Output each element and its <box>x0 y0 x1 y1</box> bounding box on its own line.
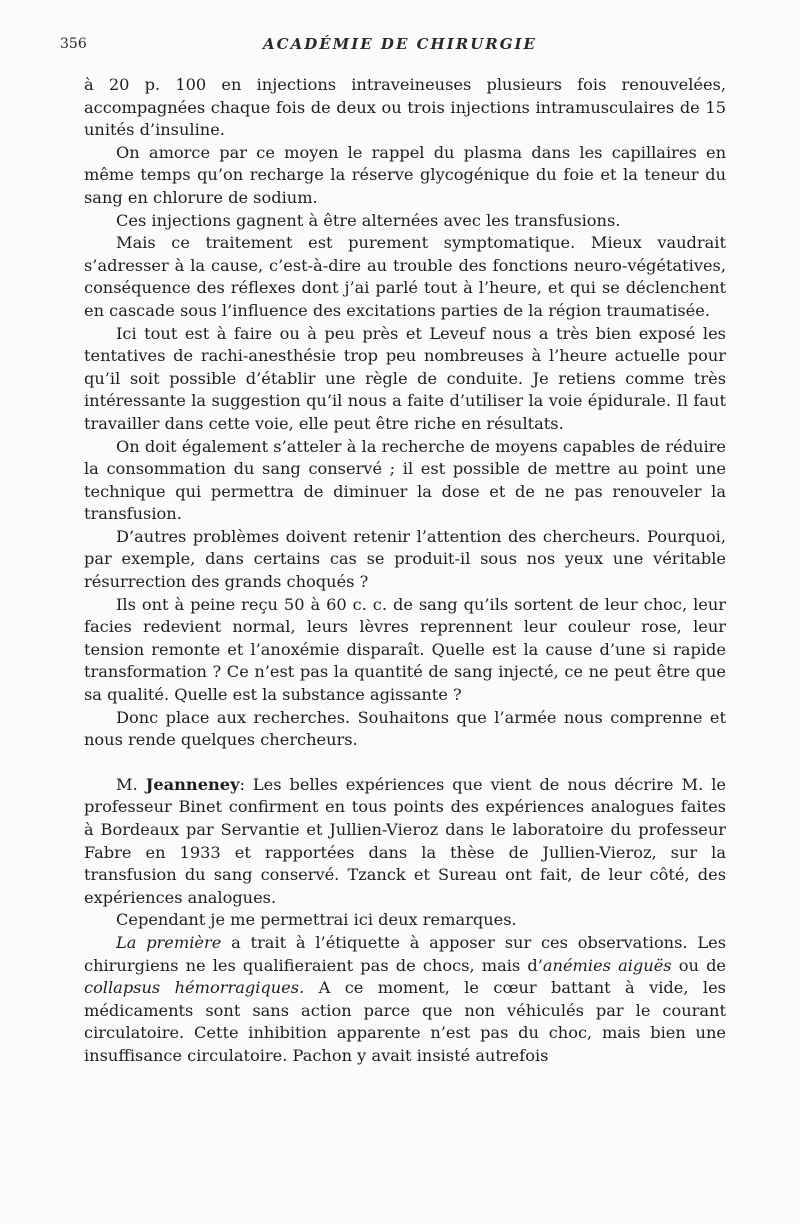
text-run: a trait à l’étiquette à apposer sur ces observations. Les chirurgiens ne les qualifieraient pas de chocs, mais d’ <box>84 932 726 975</box>
italic-term: collapsus hémorragiques <box>84 978 300 998</box>
paragraph: Ici tout est à faire ou à peu près et Leveuf nous a très bien exposé les tentatives de rachi-anesthésie trop peu nombreuses à l’heure actuelle pour qu’il soit possible d’établir une règle de conduite. Je retiens comme très intéressante la suggestion qu’il nous a faite d’utiliser la voie épidurale. Il faut travailler dans cette voie, elle peut être riche en résultats. <box>84 323 726 433</box>
running-title: ACADÉMIE DE CHIRURGIE <box>263 35 537 53</box>
intervention-text: : Les belles expériences que vient de nous décrire M. le professeur Binet confirment en tous points des expériences analogues faites à Bordeaux par Servantie et Jullien-Vieroz dans le laboratoire du professeur Fabre en 1933 et rapportées dans la thèse de Jullien-Vieroz, sur la transfusion du sang conservé. Tzanck et Sureau ont fait, de leur côté, des expériences analogues. <box>84 774 726 907</box>
paragraph: On amorce par ce moyen le rappel du plasma dans les capillaires en même temps qu’on recharge la réserve glycogénique du foie et la teneur du sang en chlorure de sodium. <box>84 142 726 207</box>
text-run: ou de <box>671 955 727 975</box>
body-text <box>84 74 726 1068</box>
speaker-prefix: M. <box>116 774 146 794</box>
intervention-paragraph <box>84 774 726 910</box>
text-run: . A ce moment, le cœur battant à vide, les médicaments sont sans action parce que non véhiculés par le courant circulatoire. Cette inhibition apparente n’est pas du choc, mais bien une insuffisance circulatoire. Pachon y avait insisté autrefois <box>84 978 726 1065</box>
italic-term: anémies aiguës <box>542 955 672 975</box>
speaker-name: Jeanneney <box>145 774 240 794</box>
page-header <box>60 34 740 58</box>
paragraph-last <box>84 932 726 1068</box>
italic-lead: La première <box>116 932 222 952</box>
paragraph: Ils ont à peine reçu 50 à 60 c. c. de sang qu’ils sortent de leur choc, leur facies redevient normal, leurs lèvres reprennent leur couleur rose, leur tension remonte et l’anoxémie disparaît. Quelle est la cause d’une si rapide transformation ? Ce n’est pas la quantité de sang injecté, ce ne peut être que sa qualité. Quelle est la substance agissante ? <box>84 594 726 705</box>
paragraph: Mais ce traitement est purement symptomatique. Mieux vaudrait s’adresser à la cause, c’est-à-dire au trouble des fonctions neuro-végétatives, conséquence des réflexes dont j’ai parlé tout à l’heure, et qui se déclenchent en cascade sous l’influence des excitations parties de la région traumatisée. <box>84 233 726 320</box>
paragraph: D’autres problèmes doivent retenir l’attention des chercheurs. Pourquoi, par exemple, dans certains cas se produit-il sous nos yeux une véritable résurrection des grands choqués ? <box>84 526 726 592</box>
paragraph: On doit également s’atteler à la recherche de moyens capables de réduire la consommation du sang conservé ; il est possible de mettre au point une technique qui permettra de diminuer la dose et de ne pas renouveler la transfusion. <box>84 436 726 524</box>
paragraph: Cependant je me permettrai ici deux remarques. <box>116 910 517 930</box>
paragraph: Ces injections gagnent à être alternées avec les transfusions. <box>116 210 621 230</box>
page-number: 356 <box>60 36 87 52</box>
paragraph: Donc place aux recherches. Souhaitons que l’armée nous comprenne et nous rende quelques chercheurs. <box>84 707 726 750</box>
paragraph-continuation: à 20 p. 100 en injections intraveineuses plusieurs fois renouvelées, accompagnées chaque fois de deux ou trois injections intramusculaires de 15 unités d’insuline. <box>84 75 726 140</box>
